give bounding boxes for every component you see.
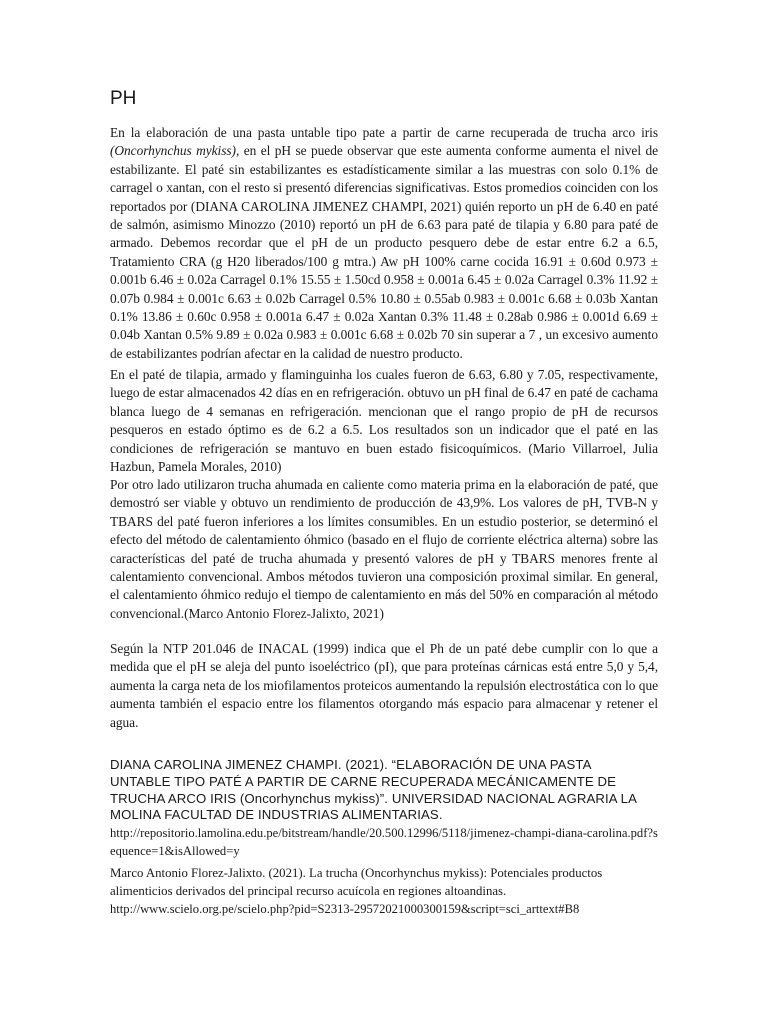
section-heading: PH xyxy=(110,88,137,109)
paragraph-2: En el paté de tilapia, armado y flaminguinha los cuales fueron de 6.63, 6.80 y 7.05, respectivamente, luego de estar almacenados 42 días en en refrigeración. obtuvo un pH final de 6.47 en paté de cachama blanca luego de 4 semanas en refrigeración. mencionan que el rango propio de pH de recursos pesqueros en estado óptimo es de 6.2 a 6.5. Los resultados son un indicador que el paté en las condiciones de refrigeración se mantuvo en buen estado fisicoquímicos. (Mario Villarroel, Julia Hazbun, Pamela Morales, 2010) xyxy=(110,367,658,475)
reference-2-url[interactable]: http://www.scielo.org.pe/scielo.php?pid=S2313-29572021000300159&script=sci_arttext#B8 xyxy=(110,902,580,916)
reference-1: DIANA CAROLINA JIMENEZ CHAMPI. (2021). “ELABORACIÓN DE UNA PASTA UNTABLE TIPO PATÉ A PARTIR DE CARNE RECUPERADA MECÁNICAMENTE DE TRUCHA ARCO IRIS (Oncorhynchus mykiss)”. UNIVERSIDAD NACIONAL AGRARIA LA MOLINA FACULTAD DE INDUSTRIAS ALIMENTARIAS. xyxy=(110,757,637,823)
paragraph-1 xyxy=(110,124,658,363)
species-name-italic: (Oncorhynchus mykiss), xyxy=(110,143,240,159)
paragraph-4: Según la NTP 201.046 de INACAL (1999) indica que el Ph de un paté debe cumplir con lo que a medida que el pH se aleja del punto isoeléctrico (pI), que para proteínas cárnicas está entre 5,0 y 5,4, aumenta la carga neta de los miofilamentos proteicos aumentando la repulsión electrostática con lo que aumenta también el espacio entre los filamentos otorgando más espacio para almacenar y retener el agua. xyxy=(110,641,658,730)
paragraph-1-text-a: En la elaboración de una pasta untable tipo pate a partir de carne recuperada de trucha arco iris xyxy=(110,125,658,140)
paragraph-3: Por otro lado utilizaron trucha ahumada en caliente como materia prima en la elaboración de paté, que demostró ser viable y obtuvo un rendimiento de producción de 43,9%. Los valores de pH, TVB-N y TBARS del paté fueron inferiores a los límites consumibles. En un estudio posterior, se determinó el efecto del método de calentamiento óhmico (basado en el flujo de corriente eléctrica alterna) sobre las características del paté de trucha ahumada y presentó valores de pH y TBARS menores frente al calentamiento convencional. Ambos métodos tuvieron una composición proximal similar. En general, el calentamiento óhmico redujo el tiempo de calentamiento en más del 50% en comparación al método convencional.(Marco Antonio Florez-Jalixto, 2021) xyxy=(110,477,658,621)
paragraph-1-text-b: en el pH se puede observar que este aumenta conforme aumenta el nivel de estabilizante. El paté sin estabilizantes es estadísticamente similar a las muestras con solo 0.1% de carragel o xantan, con el resto si presentó diferencias significativas. Estos promedios coinciden con los reportados por (DIANA CAROLINA JIMENEZ CHAMPI, 2021) quién reporto un pH de 6.40 en paté de salmón, asimismo Minozzo (2010) reportó un pH de 6.63 para paté de tilapia y 6.80 para paté de armado. Debemos recordar que el pH de un producto pesquero debe de estar entre 6.2 a 6.5, Tratamiento CRA (g H20 liberados/100 g mtra.) Aw pH 100% carne cocida 16.91 ± 0.60d 0.973 ± 0.001b 6.46 ± 0.02a Carragel 0.1% 15.55 ± 1.50cd 0.958 ± 0.001a 6.45 ± 0.02a Carragel 0.3% 11.92 ± 0.07b 0.984 ± 0.001c 6.63 ± 0.02b Carragel 0.5% 10.80 ± 0.55ab 0.983 ± 0.001c 6.68 ± 0.03b Xantan 0.1% 13.86 ± 0.60c 0.958 ± 0.001a 6.47 ± 0.02a Xantan 0.3% 11.48 ± 0.28ab 0.986 ± 0.001d 6.69 ± 0.04b Xantan 0.5% 9.89 ± 0.02a 0.983 ± 0.001c 6.68 ± 0.02b 70 sin superar a 7 , un excesivo aumento de estabilizantes podrían afectar en la calidad de nuestro producto. xyxy=(110,143,658,361)
reference-1-url[interactable]: http://repositorio.lamolina.edu.pe/bitstream/handle/20.500.12996/5118/jimenez-champi-diana-carolina.pdf?sequence=1&isAllowed=y xyxy=(110,826,658,858)
reference-2: Marco Antonio Florez-Jalixto. (2021). La trucha (Oncorhynchus mykiss): Potenciales productos alimenticios derivados del principal recurso acuícola en regiones altoandinas. xyxy=(110,866,603,899)
